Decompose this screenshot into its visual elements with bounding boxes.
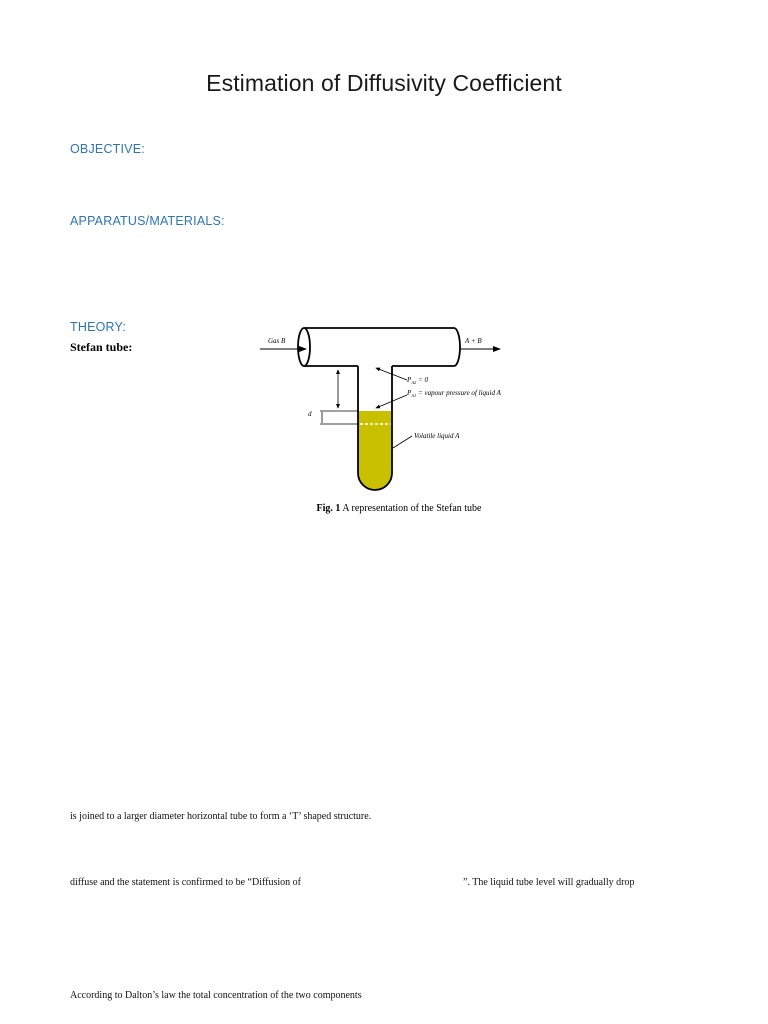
gas-out-label: A + B	[465, 337, 482, 345]
paragraph-2-start: diffuse and the statement is confirmed to be “Diffusion of	[70, 877, 301, 888]
figure-caption	[0, 503, 768, 514]
volatile-liquid	[358, 411, 392, 490]
figure-caption-text: A representation of the Stefan tube	[340, 503, 482, 514]
stefan-tube-subheading: Stefan tube:	[70, 340, 133, 354]
stefan-tube-diagram	[250, 318, 530, 498]
objective-heading: OBJECTIVE:	[70, 142, 145, 156]
tube-left-opening	[298, 328, 310, 366]
gas-in-label: Gas B	[268, 337, 286, 345]
paragraph-2-end: ”. The liquid tube level will gradually drop	[463, 877, 635, 888]
theory-heading: THEORY:	[70, 320, 127, 334]
pa1-label: $P_{A1}$ = vapour pressure of liquid A	[407, 389, 501, 398]
figure-caption-label: Fig. 1	[316, 503, 341, 514]
pa2-label: $P_{A2} = 0$	[407, 376, 429, 385]
apparatus-heading: APPARATUS/MATERIALS:	[70, 214, 225, 228]
paragraph-3: According to Dalton’s law the total concentration of the two components	[70, 990, 362, 1001]
document-title: Estimation of Diffusivity Coefficient	[206, 70, 562, 96]
liquid-label: Volatile liquid A	[414, 432, 460, 440]
liquid-pointer	[393, 436, 412, 448]
paragraph-1: is joined to a larger diameter horizontal tube to form a ‘T’ shaped structure.	[70, 811, 372, 822]
tube-right-end	[454, 328, 460, 366]
d-label: d	[308, 410, 312, 418]
